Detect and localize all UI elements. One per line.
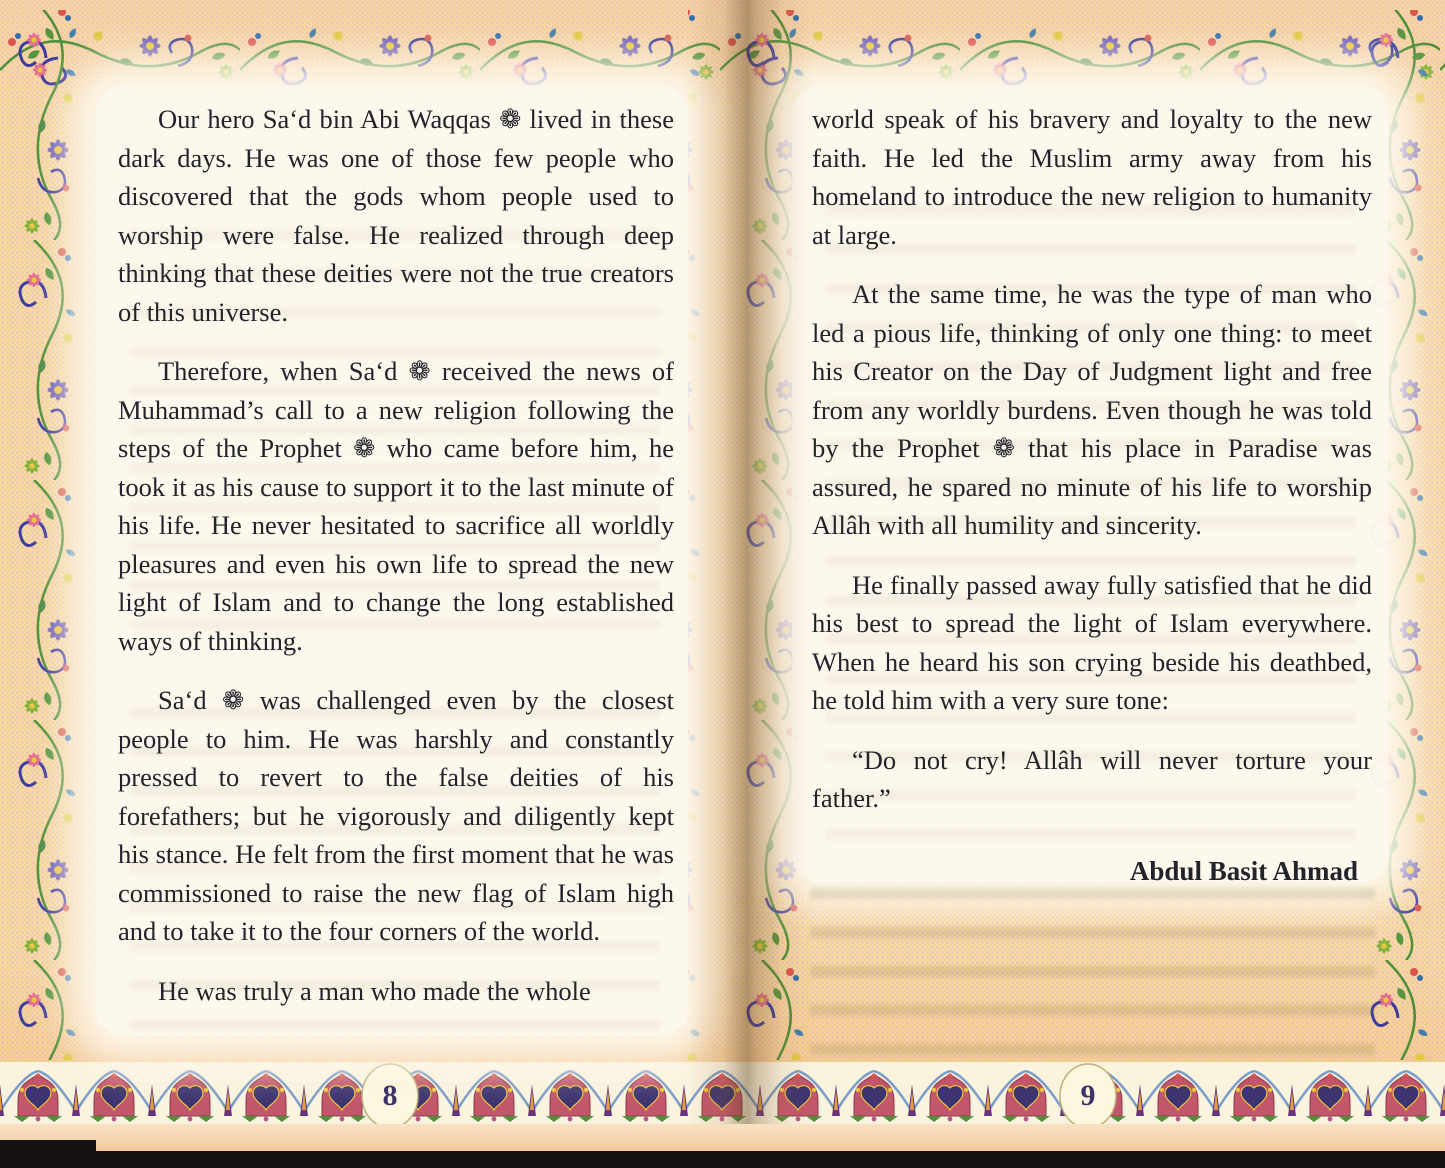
book-gutter-shadow — [688, 0, 812, 1152]
left-page — [118, 100, 674, 1031]
page-number-left: 8 — [382, 1079, 398, 1112]
right-page — [812, 100, 1372, 890]
photo-dark-edge — [0, 1151, 1445, 1168]
paragraph: world speak of his bravery and loyalty to the new faith. He led the Muslim army away from his homeland to introduce the new religion to humanity at large. — [812, 104, 1372, 250]
paragraph: At the same time, he was the type of man who led a pious life, thinking of only one thing: to meet his Creator on the Day of Judgment light and free from any worldly burdens. Even though he was told by the Prophet ❁ that his place in Paradise was assured, he spared no minute of his life to worship Allâh with all humility and sincerity. — [812, 279, 1372, 540]
paragraph: Our hero Sa‘d bin Abi Waqqas ❁ lived in these dark days. He was one of those few people who discovered that the gods whom people used to worship were false. He realized through deep thinking that these deities were not the true creators of this universe. — [118, 104, 674, 327]
paragraph: Sa‘d ❁ was challenged even by the closest people to him. He was harshly and constantly pressed to revert to the false deities of his forefathers; but he vigorously and diligently kept his stance. He felt from the first moment that he was commissioned to raise the new flag of Islam high and to take it to the four corners of the world. — [118, 685, 674, 946]
author-name: Abdul Basit Ahmad — [1129, 855, 1358, 886]
page-number-right: 9 — [1080, 1079, 1096, 1112]
page-bottom-edge — [0, 1124, 1445, 1154]
closing-quote: “Do not cry! Allâh will never torture your father.” — [812, 744, 1372, 813]
floral-border-left — [0, 10, 106, 1060]
paragraph: He finally passed away fully satisfied that he did his best to spread the light of Islam everywhere. When he heard his son crying beside his deathbed, he told him with a very sure tone: — [812, 569, 1372, 715]
paragraph: Therefore, when Sa‘d ❁ received the news of Muhammad’s call to a new religion following the steps of the Prophet ❁ who came before him, he took it as his cause to support it to the last minute of his life. He never hesitated to sacrifice all worldly pleasures and even his own life to spread the new light of Islam and to change the long established ways of thinking. — [118, 356, 674, 656]
paragraph: He was truly a man who made the whole — [158, 975, 591, 1006]
